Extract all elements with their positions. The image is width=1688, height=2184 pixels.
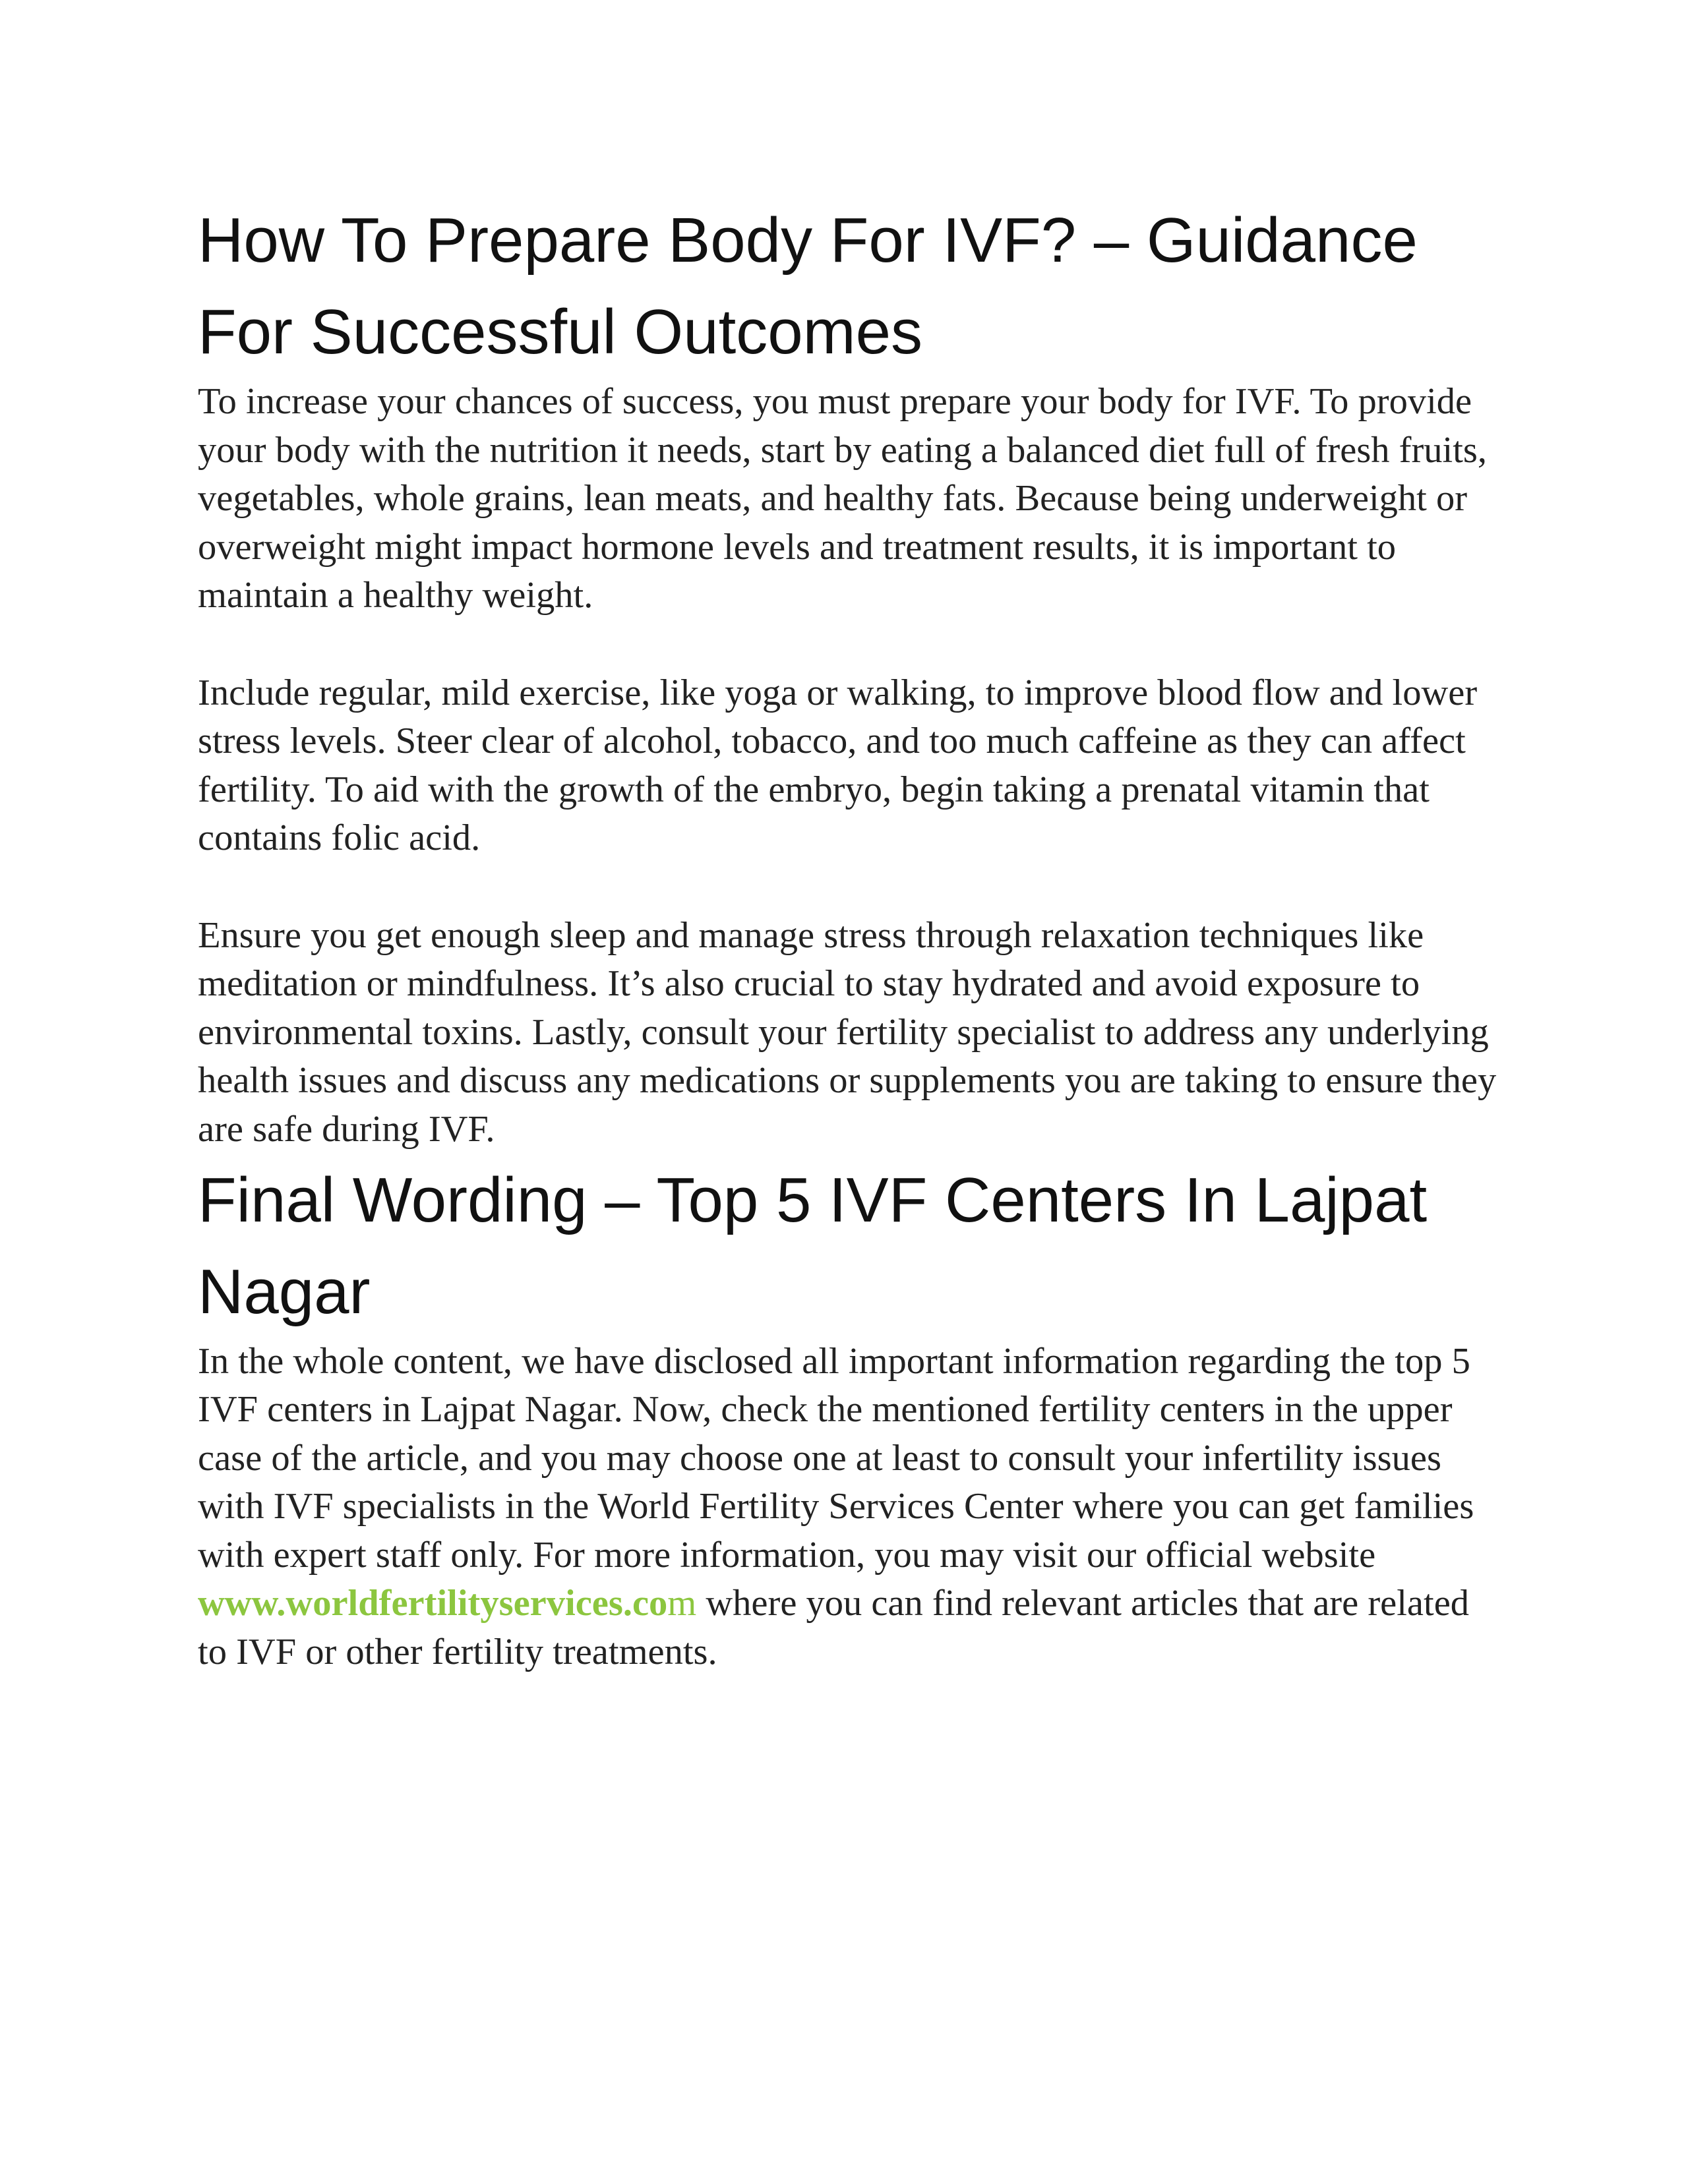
paragraph-sleep-stress: Ensure you get enough sleep and manage stress through relaxation techniques like meditation or mindfulness. It’s also crucial to stay hydrated and avoid exposure to environmental toxins. Lastly, consult your fertility specialist to address any underlying health issues and discuss any medications or supplements you are taking to ensure they are safe during IVF. [198, 914, 1497, 1150]
paragraph-spacer [198, 620, 1503, 669]
paragraph-nutrition: To increase your chances of success, you must prepare your body for IVF. To provide your body with the nutrition it needs, start by eating a balanced diet full of fresh fruits, vegetables, whole grains, lean meats, and healthy fats. Because being underweight or overweight might impact hormone levels and treatment results, it is important to maintain a healthy weight. [198, 381, 1488, 616]
conclusion-text-before-link: In the whole content, we have disclosed all important information regarding the top 5 IVF centers in Lajpat Nagar. Now, check the mentioned fertility centers in the upper case of the article, and you may choose one at least to consult your infertility issues with IVF specialists in the World Fertility Services Center where you can get families with expert staff only. For more information, you may visit our official website [198, 1340, 1474, 1576]
paragraph-spacer [198, 863, 1503, 912]
section-heading-prepare-body: How To Prepare Body For IVF? – Guidance For Successful Outcomes [198, 205, 1418, 367]
website-link-bold-text[interactable]: www.worldfertilityservices.co [198, 1583, 668, 1624]
paragraph-conclusion [198, 1338, 1503, 1677]
section-heading-final-wording: Final Wording – Top 5 IVF Centers In Lajpat Nagar [198, 1164, 1428, 1327]
website-link[interactable] [198, 1583, 696, 1624]
conclusion-text-after-link: where you can find relevant articles that are related to IVF or other fertility treatments. [198, 1583, 1470, 1673]
website-link-tail-text[interactable]: m [667, 1583, 697, 1624]
document-content [198, 194, 1503, 1677]
paragraph-exercise: Include regular, mild exercise, like yoga or walking, to improve blood flow and lower stress levels. Steer clear of alcohol, tobacco, and too much caffeine as they can affect fertility. To aid with the growth of the embryo, begin taking a prenatal vitamin that contains folic acid. [198, 672, 1478, 859]
